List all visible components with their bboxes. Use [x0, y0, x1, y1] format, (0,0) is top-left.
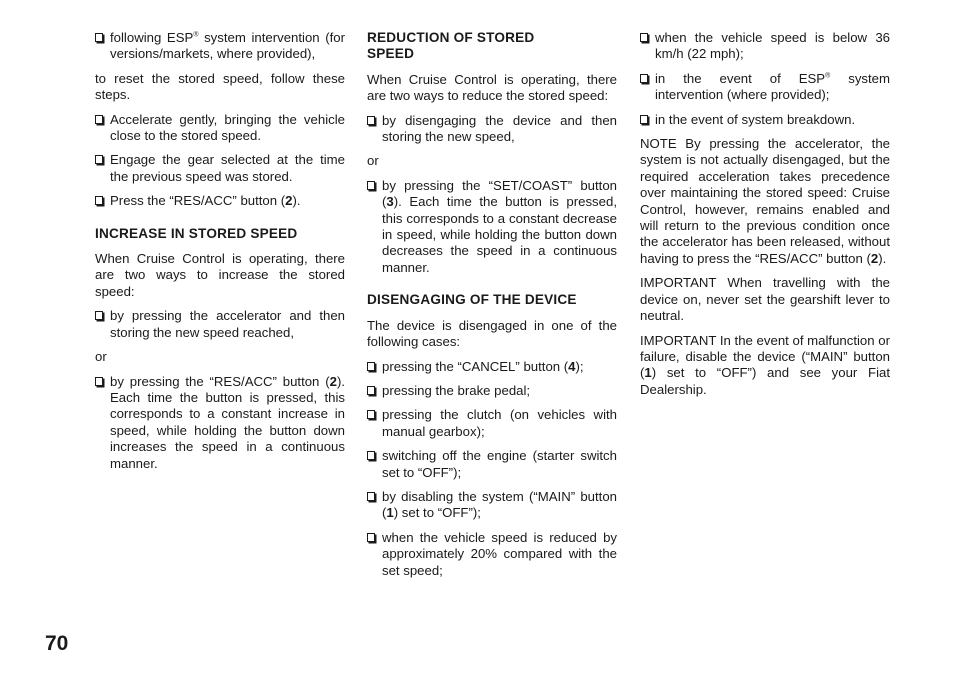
registered-mark: ® [193, 31, 199, 39]
list-item-accelerate [95, 112, 345, 145]
list-item-set-coast-button [367, 178, 617, 276]
item-text: system intervention (for versions/markets, where provided), [110, 30, 346, 62]
item-text: pressing the “CANCEL” button ( [382, 358, 569, 374]
checkbox-bullet-icon [367, 451, 375, 460]
item-text: Accelerate gently, bringing the vehicle close to the stored speed. [110, 111, 345, 144]
item-text: ). [292, 193, 301, 209]
important-neutral: IMPORTANT When travelling with the device on, never set the gearshift lever to neutral. [640, 275, 890, 324]
list-item-clutch [367, 407, 617, 440]
disengaging-heading: DISENGAGING OF THE DEVICE [367, 292, 577, 308]
checkbox-bullet-icon [95, 311, 103, 320]
note-text: NOTE By pressing the accelerator, the system is not actually disengaged, but the required acceleration takes precedence over maintaining the stored speed: Cruise Control, however, remains enabled and will return to the previous condition once the accelerator has been released, without having to press the “RES/ACC” button ( [640, 136, 890, 266]
button-ref-number: 2 [329, 373, 337, 389]
note-paragraph [640, 136, 890, 267]
list-item-esp-intervention [95, 30, 345, 63]
checkbox-bullet-icon [95, 155, 103, 164]
list-item-res-acc-button [95, 374, 345, 472]
column-middle [367, 30, 617, 587]
item-text: following ESP [110, 30, 194, 45]
checkbox-bullet-icon [640, 115, 648, 124]
item-text: by pressing the “RES/ACC” button ( [110, 373, 330, 389]
item-text: pressing the clutch (on vehicles with manual gearbox); [382, 407, 617, 439]
checkbox-bullet-icon [95, 115, 103, 124]
checkbox-bullet-icon [367, 362, 375, 371]
registered-mark: ® [825, 72, 831, 80]
checkbox-bullet-icon [640, 74, 648, 83]
item-text: by pressing the “SET/COAST” button ( [382, 177, 617, 210]
item-text: ). Each time the button is pressed, this corresponds to a constant decrease in speed, while holding the button down decreases the speed in a continuous manner. [382, 194, 617, 275]
item-text: in the event of ESP [655, 70, 826, 86]
item-text: by disabling the system (“MAIN” button ( [382, 488, 617, 521]
list-item-disengage-store [367, 113, 617, 146]
list-item-press-res [95, 193, 345, 209]
button-ref-number: 3 [386, 194, 394, 210]
button-ref-number: 2 [870, 250, 879, 266]
list-item-main-button [367, 489, 617, 522]
button-ref-number: 2 [285, 193, 293, 209]
list-item-esp-event [640, 71, 890, 104]
column-left [95, 30, 345, 480]
button-ref-number: 4 [568, 358, 576, 374]
item-text: by pressing the accelerator and then storing the new speed reached, [110, 308, 345, 340]
important-text: IMPORTANT In the event of malfunction or failure, disable the device (“MAIN” button ( [640, 332, 890, 381]
item-text: Press the “RES/ACC” button ( [110, 193, 286, 209]
item-text: when the vehicle speed is reduced by approximately 20% compared with the set speed; [382, 529, 617, 578]
column-right [640, 30, 890, 406]
or-text: or [367, 153, 379, 169]
page-number: 70 [45, 632, 69, 655]
item-text: system intervention (where provided); [655, 70, 890, 103]
reset-intro: to reset the stored speed, follow these steps. [95, 70, 345, 103]
item-text: ); [575, 358, 584, 374]
heading-line: SPEED [367, 46, 415, 62]
reduction-heading [367, 30, 617, 63]
reduction-intro: When Cruise Control is operating, there are two ways to reduce the stored speed: [367, 71, 617, 104]
list-item-speed-reduced [367, 530, 617, 579]
checkbox-bullet-icon [95, 33, 103, 42]
increase-intro: When Cruise Control is operating, there are two ways to increase the stored speed: [95, 251, 345, 299]
increase-heading: INCREASE IN STORED SPEED [95, 225, 298, 241]
item-text: switching off the engine (starter switch set to “OFF”); [382, 448, 617, 480]
button-ref-number: 1 [386, 505, 394, 521]
item-text: when the vehicle speed is below 36 km/h (22 mph); [655, 30, 890, 62]
item-text: by disengaging the device and then storing the new speed, [382, 112, 617, 145]
item-text: ) set to “OFF”); [393, 505, 481, 521]
list-item-brake-pedal [367, 383, 617, 399]
note-text: ). [878, 250, 887, 266]
item-text: ). Each time the button is pressed, this corresponds to a constant increase in speed, while holding the button down increases the speed in a continuous manner. [110, 373, 345, 471]
item-text: in the event of system breakdown. [655, 111, 856, 127]
list-item-speed-below [640, 30, 890, 63]
list-item-breakdown [640, 112, 890, 128]
checkbox-bullet-icon [367, 492, 375, 501]
item-text: pressing the brake pedal; [382, 382, 531, 398]
checkbox-bullet-icon [367, 410, 375, 419]
checkbox-bullet-icon [367, 386, 375, 395]
list-item-engine-off [367, 448, 617, 481]
button-ref-number: 1 [644, 365, 652, 381]
checkbox-bullet-icon [367, 181, 375, 190]
checkbox-bullet-icon [95, 196, 103, 205]
list-item-engage-gear [95, 152, 345, 185]
checkbox-bullet-icon [640, 33, 648, 42]
disengaging-intro: The device is disengaged in one of the following cases: [367, 317, 617, 350]
important-text: ) set to “OFF”) and see your Fiat Dealership. [640, 365, 890, 397]
checkbox-bullet-icon [367, 533, 375, 542]
important-malfunction [640, 333, 890, 399]
item-text: Engage the gear selected at the time the previous speed was stored. [110, 152, 345, 184]
checkbox-bullet-icon [95, 377, 103, 386]
list-item-cancel-button [367, 359, 617, 375]
or-text: or [95, 349, 107, 365]
checkbox-bullet-icon [367, 116, 375, 125]
heading-line: REDUCTION OF STORED [367, 30, 535, 45]
list-item-accelerator-store [95, 308, 345, 341]
